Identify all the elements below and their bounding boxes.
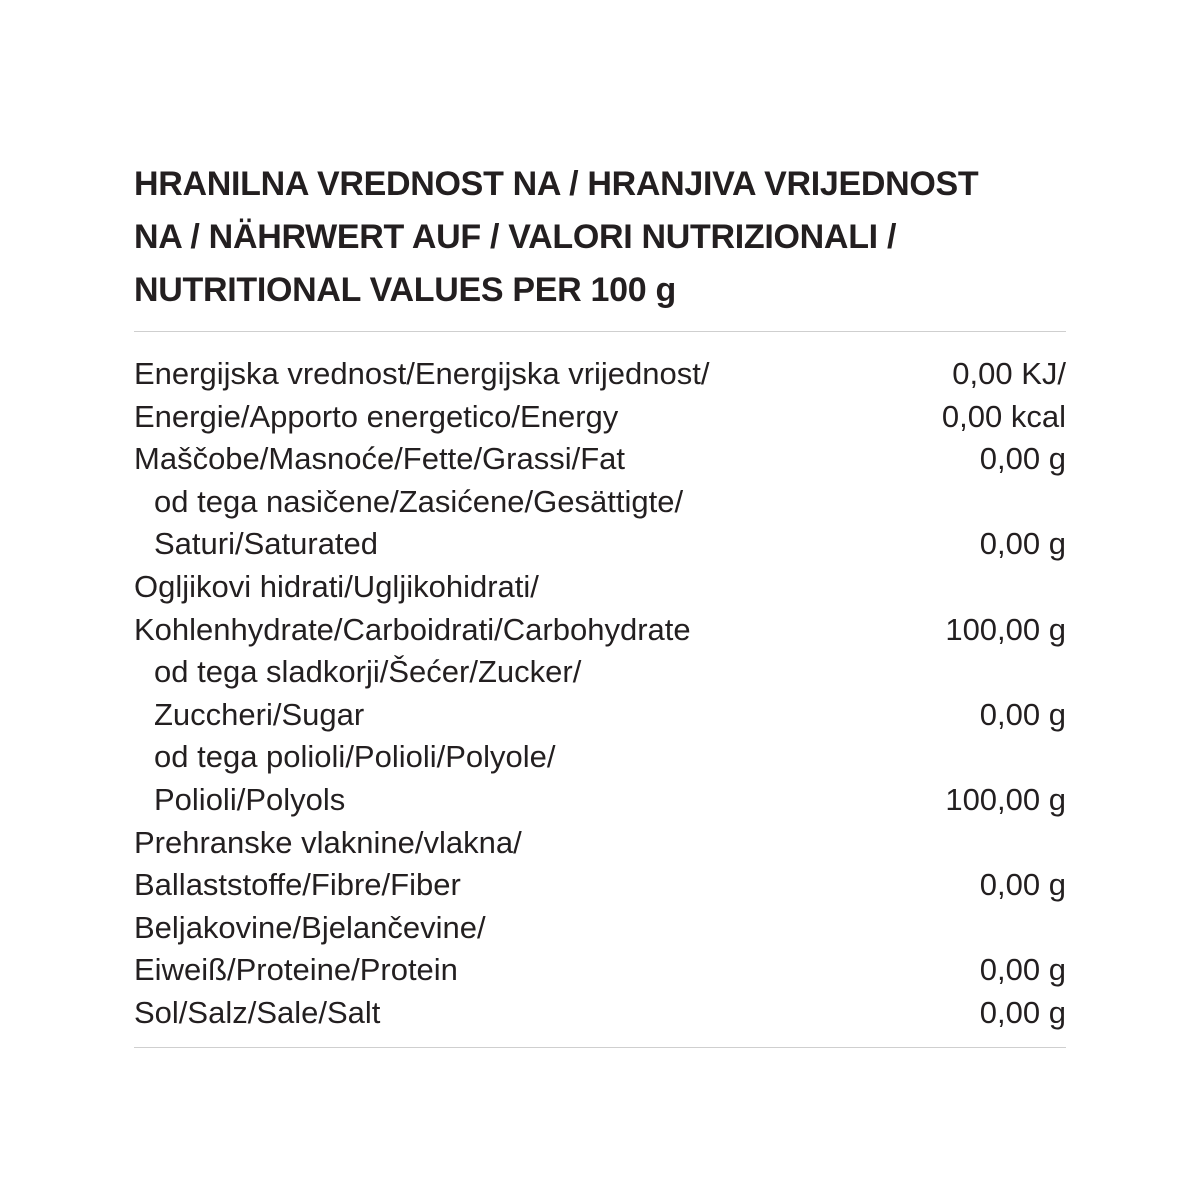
nutrient-label: Eiweiß/Proteine/Protein bbox=[134, 952, 458, 988]
nutrient-rows bbox=[134, 353, 1066, 1035]
nutrient-label: od tega nasičene/Zasićene/Gesättigte/ bbox=[154, 483, 684, 519]
nutrient-label: Zuccheri/Sugar bbox=[154, 696, 365, 732]
nutrient-value: 0,00 g bbox=[979, 994, 1066, 1030]
nutrient-row-saturated-2 bbox=[134, 523, 1066, 566]
nutrient-value: 0,00 g bbox=[979, 867, 1066, 903]
nutrient-label: Saturi/Saturated bbox=[154, 526, 379, 562]
nutrient-value: 0,00 g bbox=[979, 441, 1066, 477]
nutrient-row-energy-2 bbox=[134, 396, 1066, 439]
nutrient-value: 0,00 g bbox=[979, 952, 1066, 988]
nutrient-row-polyols-2 bbox=[134, 779, 1066, 822]
nutrient-label: od tega sladkorji/Šećer/Zucker/ bbox=[154, 654, 582, 690]
nutrient-row-protein-1 bbox=[134, 907, 1066, 950]
nutrient-label: Sol/Salz/Sale/Salt bbox=[134, 994, 381, 1030]
nutrient-value: 0,00 KJ/ bbox=[952, 356, 1066, 391]
nutrient-label: Maščobe/Masnoće/Fette/Grassi/Fat bbox=[134, 441, 626, 477]
nutrient-value: 100,00 g bbox=[945, 781, 1066, 817]
nutrient-row-polyols-1 bbox=[134, 736, 1066, 779]
nutrient-row-fibre-2 bbox=[134, 864, 1066, 907]
nutrient-label: Beljakovine/Bjelančevine/ bbox=[134, 909, 486, 945]
nutrient-value: 0,00 kcal bbox=[941, 398, 1066, 434]
title-line: NA / NÄHRWERT AUF / VALORI NUTRIZIONALI / bbox=[134, 218, 897, 256]
title-line: NUTRITIONAL VALUES PER 100 g bbox=[134, 271, 676, 309]
title-line: HRANILNA VREDNOST NA / HRANJIVA VRIJEDNOST bbox=[134, 165, 979, 203]
bottom-divider bbox=[134, 1047, 1066, 1048]
nutrient-value: 0,00 g bbox=[979, 696, 1066, 732]
nutrient-label: Polioli/Polyols bbox=[154, 781, 346, 817]
nutrient-row-sugar-2 bbox=[134, 694, 1066, 737]
top-divider bbox=[134, 331, 1066, 332]
nutrient-row-energy-1 bbox=[134, 353, 1066, 396]
nutrient-row-saturated-1 bbox=[134, 481, 1066, 524]
nutrient-label: Energie/Apporto energetico/Energy bbox=[134, 398, 619, 434]
nutrient-label: od tega polioli/Polioli/Polyole/ bbox=[154, 739, 556, 775]
nutrient-row-carbohydrate-1 bbox=[134, 566, 1066, 609]
nutrient-row-fibre-1 bbox=[134, 822, 1066, 865]
nutrient-label: Energijska vrednost/Energijska vrijednost/ bbox=[134, 356, 710, 391]
nutrient-row-protein-2 bbox=[134, 949, 1066, 992]
nutrient-row-fat bbox=[134, 438, 1066, 481]
nutrient-label: Kohlenhydrate/Carboidrati/Carbohydrate bbox=[134, 611, 691, 647]
nutrition-table bbox=[134, 158, 1066, 1048]
nutrient-label: Prehranske vlaknine/vlakna/ bbox=[134, 824, 522, 860]
nutrient-label: Ogljikovi hidrati/Ugljikohidrati/ bbox=[134, 568, 539, 604]
nutrient-row-salt bbox=[134, 992, 1066, 1035]
nutrient-value: 100,00 g bbox=[945, 611, 1066, 647]
nutrient-label: Ballaststoffe/Fibre/Fiber bbox=[134, 867, 461, 903]
nutrient-value: 0,00 g bbox=[979, 526, 1066, 562]
table-title bbox=[134, 158, 1066, 317]
nutrient-row-sugar-1 bbox=[134, 651, 1066, 694]
nutrient-row-carbohydrate-2 bbox=[134, 609, 1066, 652]
